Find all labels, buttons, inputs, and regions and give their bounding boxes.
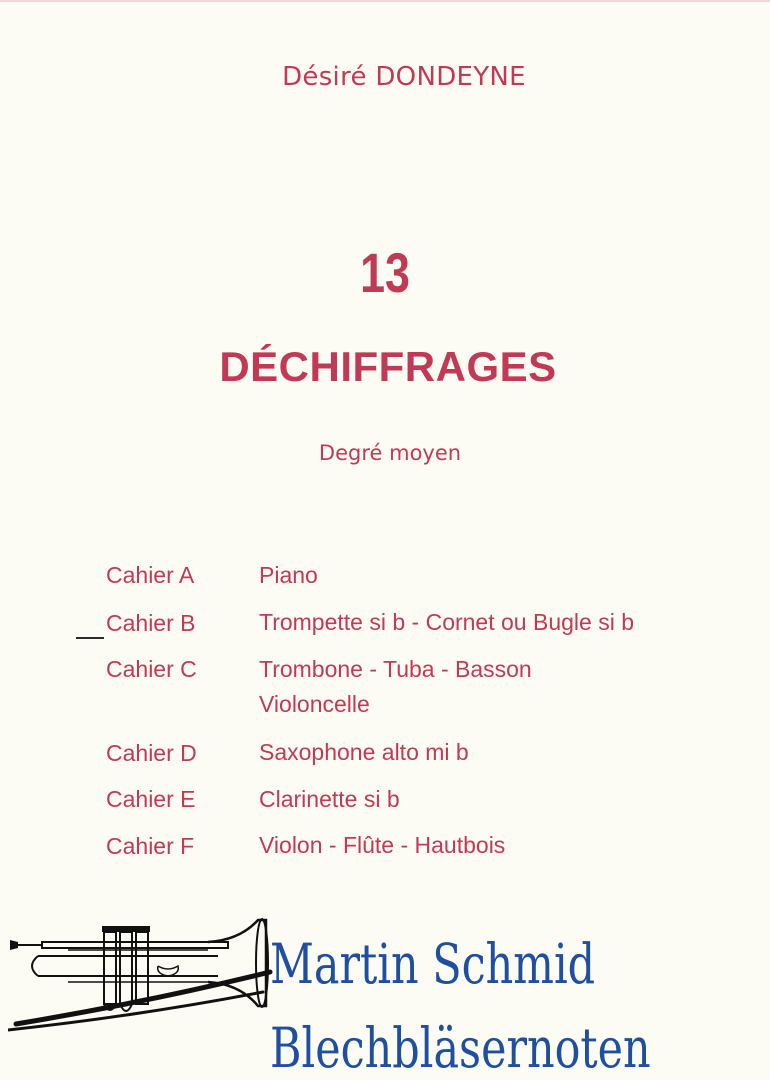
stamp-line-2: Blechbläsernoten — [270, 1016, 651, 1080]
volume-number: 13 — [360, 241, 410, 304]
cahier-a-instruments: Piano — [259, 562, 318, 588]
page-title: DÉCHIFFRAGES — [219, 343, 557, 390]
cahier-d-instruments: Saxophone alto mi b — [259, 739, 469, 765]
cahier-f-instruments: Violon - Flûte - Hautbois — [259, 832, 506, 858]
selected-dash-marker — [76, 637, 104, 639]
cahier-e-instruments: Clarinette si b — [259, 786, 400, 812]
cahier-d-label: Cahier D — [106, 740, 197, 766]
cahier-c-instruments-line1: Trombone - Tuba - Basson — [259, 656, 532, 682]
cahier-f-label: Cahier F — [106, 833, 195, 859]
top-rule — [0, 0, 770, 2]
cahier-e-label: Cahier E — [106, 786, 196, 812]
subtitle: Degré moyen — [318, 441, 462, 465]
cahier-c-instruments-line2: Violoncelle — [259, 691, 370, 717]
cahier-b-instruments: Trompette si b - Cornet ou Bugle si b — [259, 609, 634, 635]
cahier-b-label: Cahier B — [106, 610, 196, 636]
stamp-line-1: Martin Schmid — [270, 932, 596, 996]
trumpet-icon — [8, 906, 278, 1060]
cahier-a-label: Cahier A — [106, 562, 195, 588]
cahier-c-label: Cahier C — [106, 656, 197, 682]
composer-name: Désiré DONDEYNE — [282, 62, 526, 92]
